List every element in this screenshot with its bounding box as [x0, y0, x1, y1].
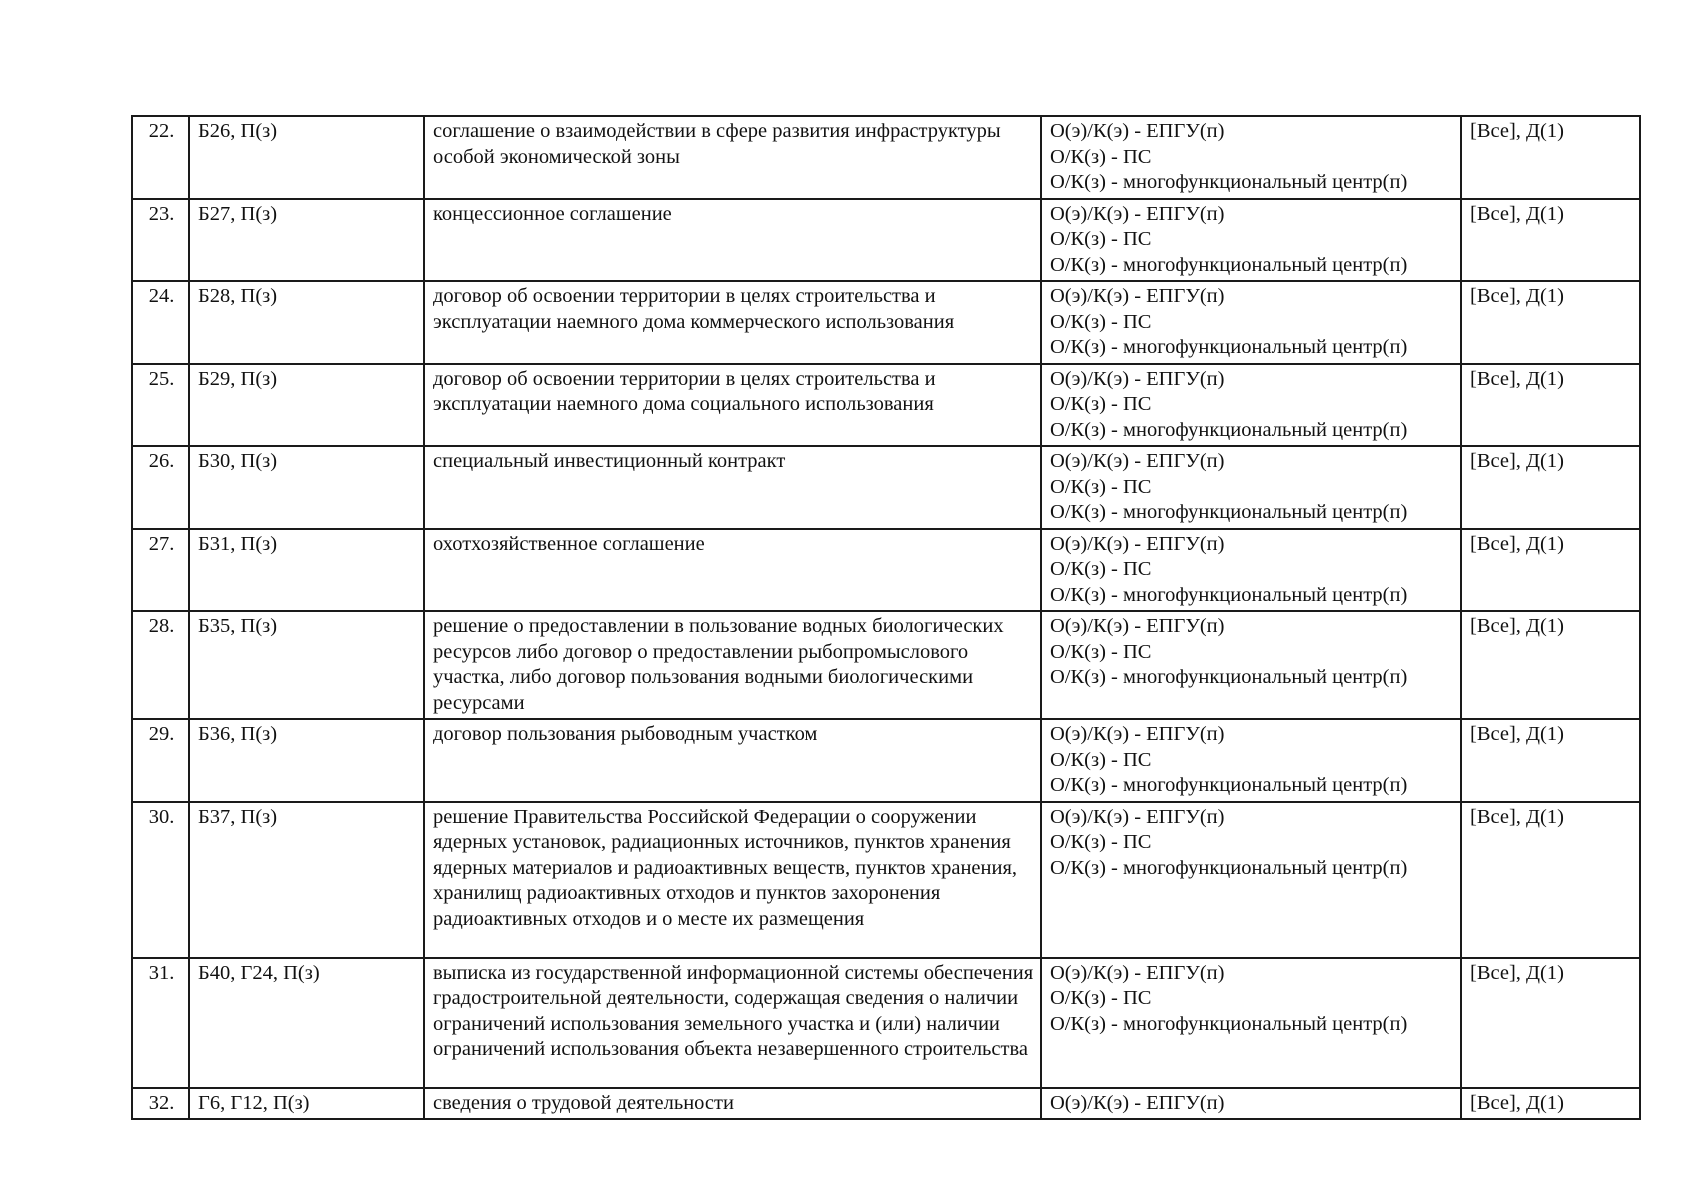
channel-line: О/К(з) - ПС	[1050, 393, 1152, 415]
row-channels	[1041, 958, 1461, 1088]
channel-line: О(э)/К(э) - ЕПГУ(п)	[1050, 367, 1225, 390]
row-channels	[1041, 611, 1461, 719]
channel-line: О/К(з) - многофункциональный центр(п)	[1050, 171, 1408, 193]
channel-line: О/К(з) - многофункциональный центр(п)	[1050, 501, 1408, 523]
document-text: сведения о трудовой деятельности	[433, 1091, 734, 1114]
channel-line: О/К(з) - многофункциональный центр(п)	[1050, 336, 1408, 358]
row-document	[424, 199, 1041, 282]
channel-line: О(э)/К(э) - ЕПГУ(п)	[1050, 120, 1225, 142]
row-code: Б30, П(з)	[189, 446, 424, 529]
table-row	[132, 1088, 1640, 1120]
channel-line: О/К(з) - многофункциональный центр(п)	[1050, 774, 1408, 796]
channel-line: О/К(з) - ПС	[1050, 987, 1152, 1009]
channel-line: О/К(з) - ПС	[1050, 145, 1152, 168]
row-channels	[1041, 802, 1461, 958]
document-text: соглашение о взаимодействии в сфере развития инфраструктуры особой экономической зоны	[433, 120, 1001, 168]
row-access: [Все], Д(1)	[1461, 364, 1640, 447]
row-document	[424, 281, 1041, 364]
channel-line: О(э)/К(э) - ЕПГУ(п)	[1050, 961, 1225, 984]
row-code: Б27, П(з)	[189, 199, 424, 282]
table-row	[132, 281, 1640, 364]
row-code: Б36, П(з)	[189, 719, 424, 802]
channel-line: О/К(з) - многофункциональный центр(п)	[1050, 856, 1408, 879]
table-row	[132, 958, 1640, 1088]
row-document	[424, 1088, 1041, 1120]
row-code: Б37, П(з)	[189, 802, 424, 958]
row-number: 31.	[132, 958, 189, 1088]
channel-line: О/К(з) - ПС	[1050, 748, 1152, 771]
row-document	[424, 116, 1041, 199]
row-code: Б26, П(з)	[189, 116, 424, 199]
document-text: специальный инвестиционный контракт	[433, 450, 786, 472]
channel-line: О/К(з) - ПС	[1050, 831, 1152, 853]
row-document	[424, 802, 1041, 958]
table-row	[132, 364, 1640, 447]
row-channels	[1041, 116, 1461, 199]
row-number: 22.	[132, 116, 189, 199]
row-number: 28.	[132, 611, 189, 719]
row-access: [Все], Д(1)	[1461, 281, 1640, 364]
document-text: решение о предоставлении в пользование водных биологических ресурсов либо договор о предоставлении рыбопромыслового участка, либо договор пользования водными биологическими ресурсами	[433, 615, 1004, 714]
document-text: охотхозяйственное соглашение	[433, 532, 705, 555]
row-access: [Все], Д(1)	[1461, 802, 1640, 958]
channel-line: О/К(з) - многофункциональный центр(п)	[1050, 583, 1408, 606]
table-row	[132, 719, 1640, 802]
row-number: 23.	[132, 199, 189, 282]
row-channels	[1041, 719, 1461, 802]
row-channels	[1041, 529, 1461, 612]
row-document	[424, 958, 1041, 1088]
row-document	[424, 446, 1041, 529]
row-code: Б28, П(з)	[189, 281, 424, 364]
row-code: Б40, Г24, П(з)	[189, 958, 424, 1088]
row-number: 32.	[132, 1088, 189, 1120]
table-body	[132, 116, 1640, 1119]
row-code: Б29, П(з)	[189, 364, 424, 447]
row-access: [Все], Д(1)	[1461, 446, 1640, 529]
channel-line: О/К(з) - ПС	[1050, 558, 1152, 580]
channel-line: О(э)/К(э) - ЕПГУ(п)	[1050, 532, 1225, 555]
table-row	[132, 199, 1640, 282]
table-row	[132, 611, 1640, 719]
channel-line: О(э)/К(э) - ЕПГУ(п)	[1050, 805, 1225, 828]
row-number: 26.	[132, 446, 189, 529]
table-row	[132, 529, 1640, 612]
row-document	[424, 719, 1041, 802]
channel-line: О(э)/К(э) - ЕПГУ(п)	[1050, 202, 1225, 225]
table-row	[132, 802, 1640, 958]
row-document	[424, 364, 1041, 447]
channel-line: О(э)/К(э) - ЕПГУ(п)	[1050, 1091, 1225, 1114]
row-access: [Все], Д(1)	[1461, 529, 1640, 612]
table-row	[132, 446, 1640, 529]
table-row	[132, 116, 1640, 199]
row-channels	[1041, 281, 1461, 364]
row-access: [Все], Д(1)	[1461, 611, 1640, 719]
document-text: концессионное соглашение	[433, 202, 672, 225]
row-channels	[1041, 199, 1461, 282]
row-number: 27.	[132, 529, 189, 612]
row-access: [Все], Д(1)	[1461, 958, 1640, 1088]
channel-line: О/К(з) - ПС	[1050, 640, 1152, 663]
document-table	[131, 115, 1641, 1120]
channel-line: О(э)/К(э) - ЕПГУ(п)	[1050, 285, 1225, 307]
row-document	[424, 529, 1041, 612]
channel-line: О/К(з) - ПС	[1050, 310, 1152, 333]
row-access: [Все], Д(1)	[1461, 1088, 1640, 1120]
row-access: [Все], Д(1)	[1461, 116, 1640, 199]
row-channels	[1041, 446, 1461, 529]
document-text: решение Правительства Российской Федерации о сооружении ядерных установок, радиационных источников, пунктов хранения ядерных материалов и радиоактивных веществ, пунктов хранения, хранилищ радиоактивных отходов и пунктов захоронения радиоактивных отходов и о месте их размещения	[433, 805, 1018, 930]
row-code: Б35, П(з)	[189, 611, 424, 719]
channel-line: О/К(з) - многофункциональный центр(п)	[1050, 418, 1408, 441]
channel-line: О/К(з) - многофункциональный центр(п)	[1050, 1012, 1408, 1035]
channel-line: О(э)/К(э) - ЕПГУ(п)	[1050, 723, 1225, 745]
row-number: 30.	[132, 802, 189, 958]
row-number: 29.	[132, 719, 189, 802]
channel-line: О(э)/К(э) - ЕПГУ(п)	[1050, 450, 1225, 472]
document-text: договор об освоении территории в целях строительства и эксплуатации наемного дома социального использования	[433, 367, 936, 415]
channel-line: О/К(з) - многофункциональный центр(п)	[1050, 253, 1408, 276]
document-text: договор пользования рыбоводным участком	[433, 723, 818, 745]
row-channels	[1041, 364, 1461, 447]
row-number: 25.	[132, 364, 189, 447]
row-document	[424, 611, 1041, 719]
row-channels	[1041, 1088, 1461, 1120]
row-access: [Все], Д(1)	[1461, 199, 1640, 282]
channel-line: О/К(з) - многофункциональный центр(п)	[1050, 666, 1408, 688]
document-text: выписка из государственной информационной системы обеспечения градостроительной деятельности, содержащая сведения о наличии ограничений использования земельного участка и (или) наличии ограничений использования объекта незавершенного строительства	[433, 961, 1034, 1060]
row-code: Г6, Г12, П(з)	[189, 1088, 424, 1120]
channel-line: О/К(з) - ПС	[1050, 228, 1152, 250]
channel-line: О/К(з) - ПС	[1050, 475, 1152, 498]
document-text: договор об освоении территории в целях строительства и эксплуатации наемного дома коммерческого использования	[433, 285, 955, 333]
row-code: Б31, П(з)	[189, 529, 424, 612]
channel-line: О(э)/К(э) - ЕПГУ(п)	[1050, 615, 1225, 637]
row-number: 24.	[132, 281, 189, 364]
row-access: [Все], Д(1)	[1461, 719, 1640, 802]
